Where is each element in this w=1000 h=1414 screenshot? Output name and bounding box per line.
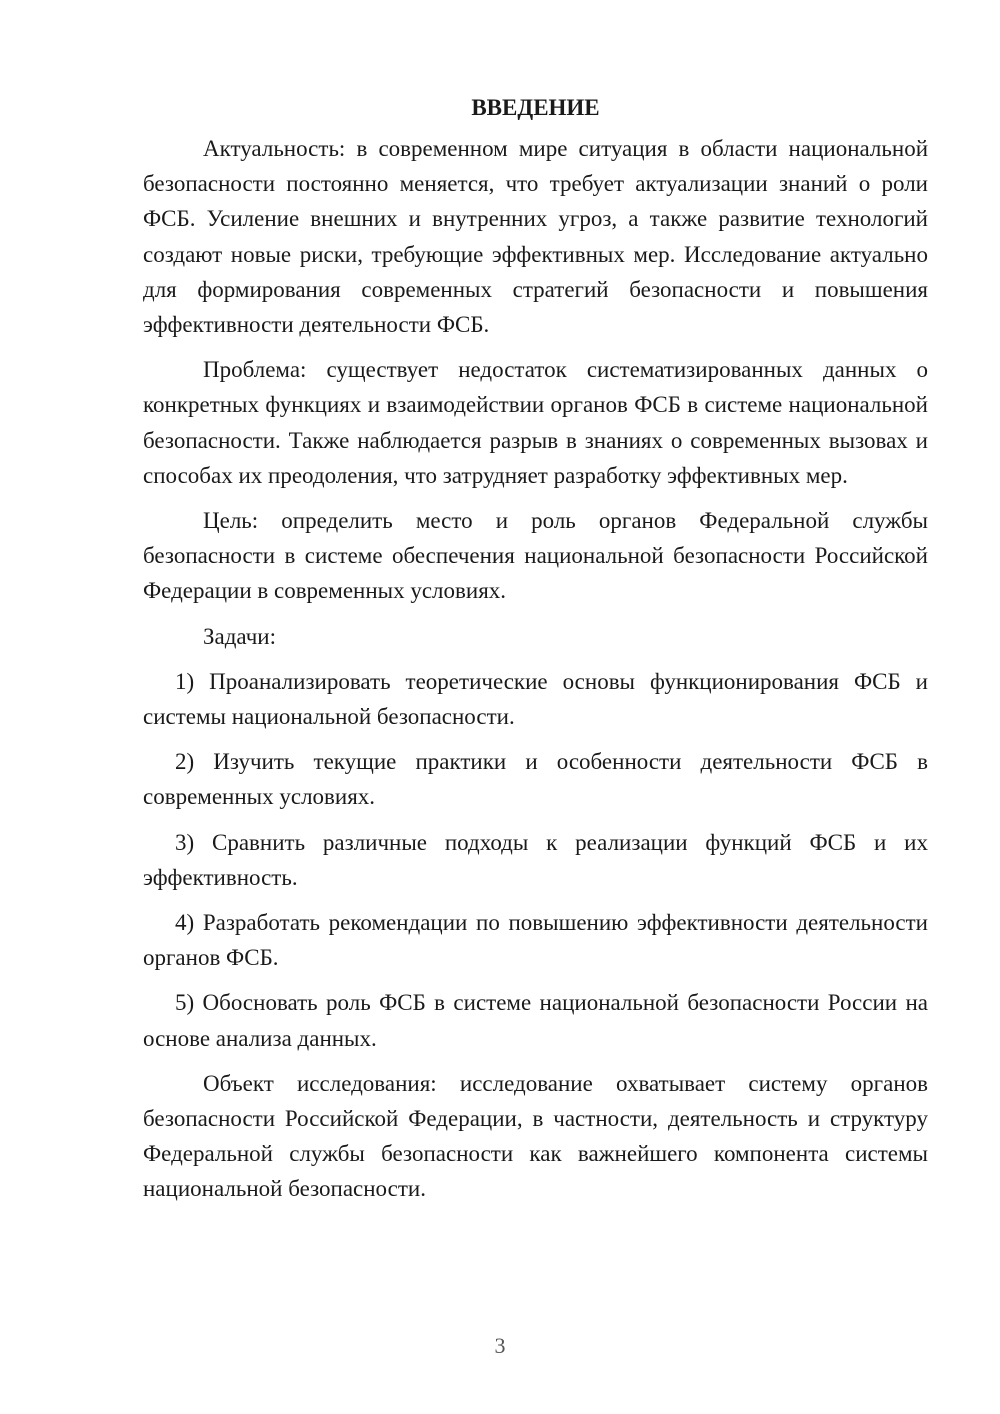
page-content	[143, 90, 928, 1217]
goal-paragraph: Цель: определить место и роль органов Федеральной службы безопасности в системе обеспечения национальной безопасности Российской Федерации в современных условиях.	[143, 508, 928, 604]
problem-paragraph: Проблема: существует недостаток систематизированных данных о конкретных функциях и взаимодействии органов ФСБ в системе национальной безопасности. Также наблюдается разрыв в знаниях о современных вызовах и способах их преодоления, что затрудняет разработку эффективных мер.	[143, 357, 928, 488]
relevance-paragraph: Актуальность: в современном мире ситуация в области национальной безопасности постоянно меняется, что требует актуализации знаний о роли ФСБ. Усиление внешних и внутренних угроз, а также развитие технологий создают новые риски, требующие эффективных мер. Исследование актуально для формирования современных стратегий безопасности и повышения эффективности деятельности ФСБ.	[143, 136, 928, 338]
task-item: 3) Сравнить различные подходы к реализации функций ФСБ и их эффективность.	[143, 829, 928, 890]
page-number: 3	[494, 1333, 506, 1358]
tasks-label: Задачи:	[203, 623, 276, 649]
task-item: 2) Изучить текущие практики и особенности деятельности ФСБ в современных условиях.	[143, 749, 928, 810]
object-paragraph: Объект исследования: исследование охватывает систему органов безопасности Российской Федерации, в частности, деятельность и структуру Федеральной службы безопасности как важнейшего компонента системы национальной безопасности.	[143, 1070, 928, 1202]
section-title: ВВЕДЕНИЕ	[471, 95, 600, 120]
task-item: 5) Обосновать роль ФСБ в системе национальной безопасности России на основе анализа данных.	[143, 990, 928, 1051]
task-item: 1) Проанализировать теоретические основы функционирования ФСБ и системы национальной безопасности.	[143, 668, 928, 730]
task-item: 4) Разработать рекомендации по повышению эффективности деятельности органов ФСБ.	[143, 910, 928, 971]
